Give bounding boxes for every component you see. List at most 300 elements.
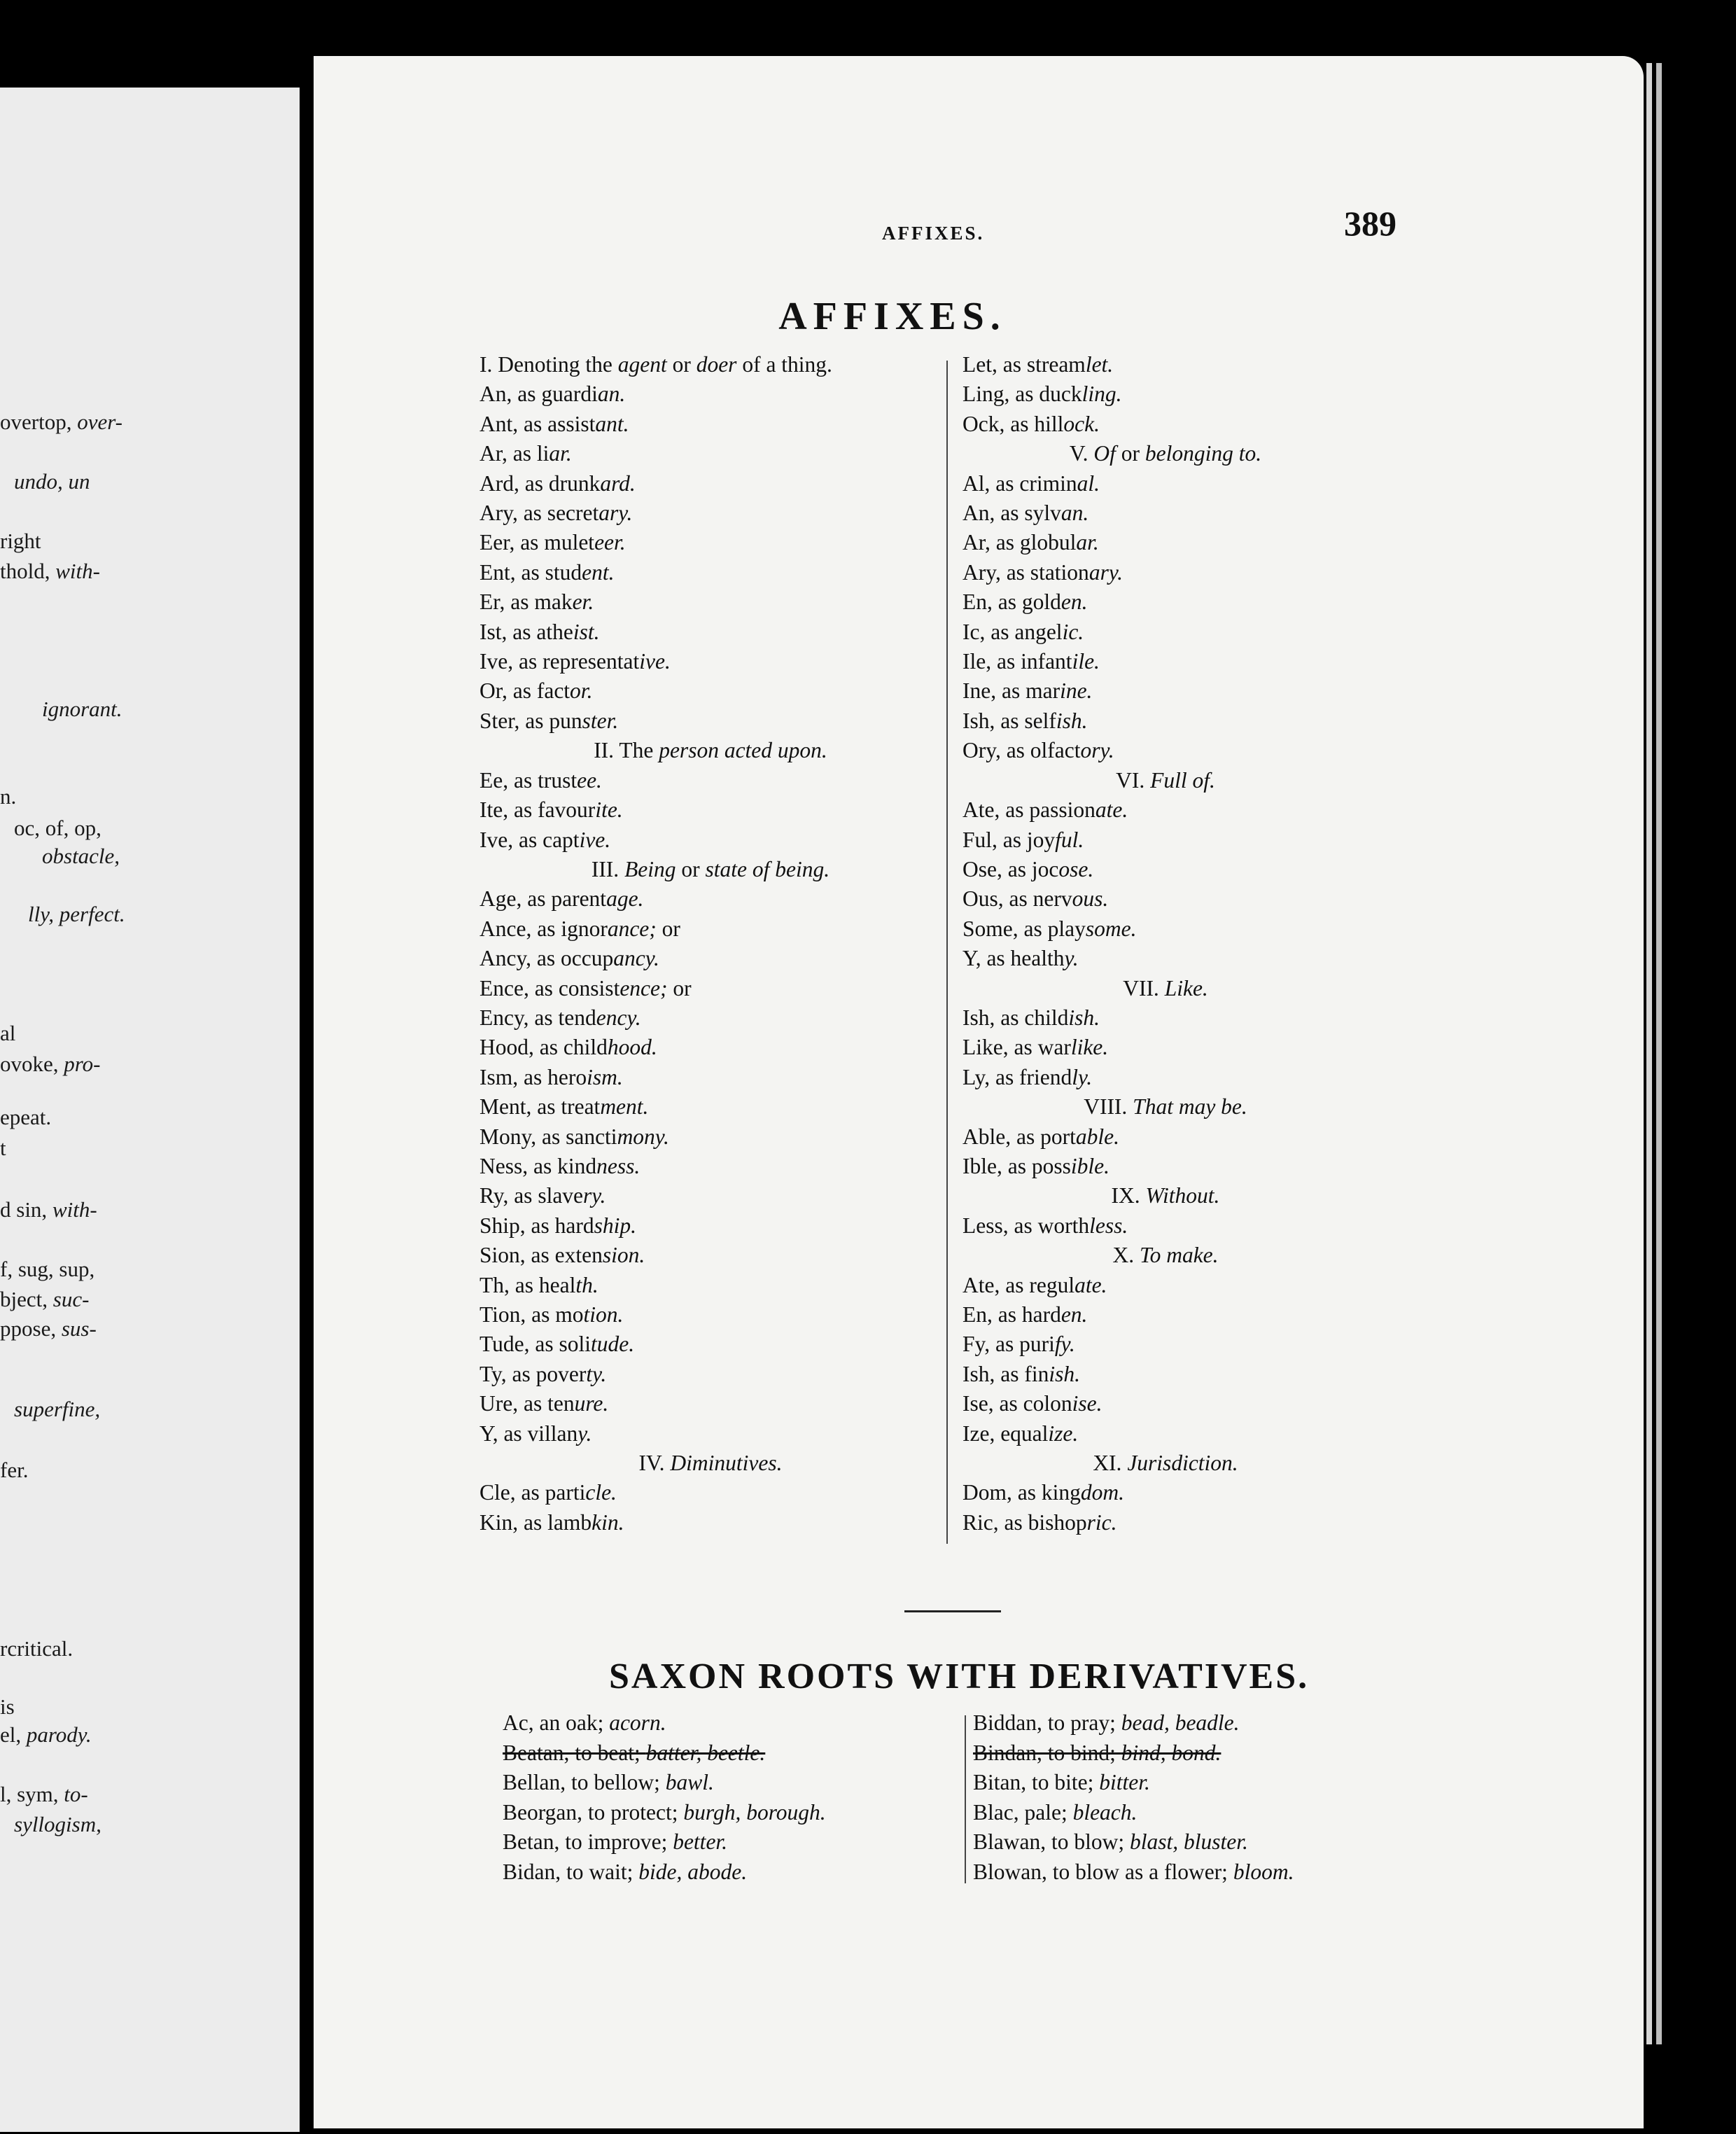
entry-italic: ly.	[1072, 1064, 1093, 1089]
entry-text: XI.	[1093, 1451, 1128, 1476]
affix-entry	[962, 1360, 1368, 1389]
entry-italic: en.	[1060, 1302, 1088, 1327]
entry-text: En, as gold	[962, 590, 1061, 615]
entry-text: Ar, as globul	[962, 530, 1077, 555]
entry-text: Ment, as treat	[479, 1094, 601, 1120]
entry-text: Ous, as nerv	[962, 886, 1072, 912]
affix-entry	[962, 1063, 1368, 1092]
entry-text: Ty, as pover	[479, 1361, 587, 1386]
root-entry	[973, 1768, 1421, 1798]
entry-text: Ance, as ignor	[479, 916, 608, 941]
left-page-line	[0, 1458, 28, 1483]
affix-entry	[962, 855, 1368, 884]
entry-text: Ise, as colon	[962, 1391, 1072, 1416]
entry-italic: ee.	[577, 767, 602, 793]
entry-italic: ism.	[587, 1064, 623, 1089]
left-page-line	[28, 902, 125, 927]
entry-text: Or, as fact	[479, 678, 570, 704]
root-entry	[503, 1798, 965, 1828]
entry-italic: ose.	[1058, 856, 1094, 881]
entry-text: f, sug, sup,	[0, 1257, 95, 1281]
entry-text: overtop,	[0, 410, 78, 434]
section-heading	[479, 350, 941, 379]
entry-text: Eer, as mulet	[479, 530, 595, 555]
entry-italic: Being	[624, 856, 676, 881]
entry-text: or	[666, 352, 696, 377]
entry-italic: over-	[77, 410, 122, 434]
entry-text: Ate, as regul	[962, 1272, 1075, 1297]
affix-entry	[962, 1478, 1368, 1507]
entry-italic: ine.	[1060, 678, 1093, 704]
affix-entry	[479, 439, 941, 468]
entry-text: Ster, as pun	[479, 708, 582, 733]
entry-text: Ory, as olfact	[962, 738, 1081, 763]
entry-italic: bawl.	[665, 1770, 714, 1794]
entry-text: Ary, as secret	[479, 501, 599, 526]
root-entry	[973, 1708, 1421, 1738]
entry-italic: ence;	[620, 975, 668, 1000]
entry-italic: ive.	[639, 649, 671, 674]
entry-italic: ancy.	[613, 946, 659, 971]
entry-italic: ant.	[595, 411, 629, 436]
page-edge	[1646, 63, 1652, 2044]
saxon-roots-right-column	[973, 1708, 1421, 1887]
entry-italic: burgh, borough.	[683, 1799, 826, 1825]
entry-italic: ory.	[1080, 738, 1114, 763]
entry-text: VI.	[1116, 767, 1151, 793]
entry-text: Age, as parent	[479, 886, 607, 912]
entry-text: Beatan, to beat;	[503, 1740, 646, 1765]
affix-entry	[962, 587, 1368, 617]
entry-text: En, as hard	[962, 1302, 1061, 1327]
entry-text: Ful, as joy	[962, 827, 1056, 852]
affix-entry	[962, 825, 1368, 855]
entry-italic: ric.	[1086, 1509, 1117, 1535]
entry-italic: ar.	[1076, 530, 1099, 555]
entry-italic: parody.	[26, 1722, 92, 1747]
entry-italic: or.	[570, 678, 593, 704]
affix-entry	[962, 736, 1368, 765]
left-page-line	[14, 816, 102, 841]
affix-entry	[479, 1033, 941, 1062]
entry-text: VIII.	[1084, 1094, 1133, 1120]
entry-italic: ish.	[1056, 708, 1088, 733]
entry-italic: state of being.	[705, 856, 830, 881]
entry-text: Ry, as slave	[479, 1183, 584, 1208]
entry-text: V.	[1069, 441, 1094, 466]
entry-italic: batter, beetle.	[645, 1740, 766, 1765]
affix-entry	[479, 676, 941, 706]
section-heading	[962, 766, 1368, 795]
entry-text: An, as guardi	[479, 382, 598, 407]
left-page-line	[0, 1197, 97, 1222]
entry-text: Ite, as favour	[479, 797, 596, 823]
left-page-line	[0, 1052, 101, 1077]
root-entry	[503, 1708, 965, 1738]
entry-text: Ac, an oak;	[503, 1710, 610, 1735]
affix-entry	[962, 528, 1368, 557]
affix-entry	[479, 1092, 941, 1122]
entry-italic: ship.	[594, 1213, 636, 1238]
entry-italic: acorn.	[609, 1710, 666, 1735]
entry-italic: ish.	[1049, 1361, 1080, 1386]
entry-italic: ance;	[607, 916, 657, 941]
affix-entry	[479, 1122, 941, 1152]
entry-italic: an.	[597, 382, 626, 407]
running-head: AFFIXES.	[882, 223, 985, 244]
entry-text: Bellan, to bellow;	[503, 1770, 666, 1794]
affix-entry	[962, 914, 1368, 944]
left-page-line	[0, 1136, 6, 1161]
affix-entry	[479, 1330, 941, 1359]
affix-entry	[962, 350, 1368, 379]
entry-text: Ible, as poss	[962, 1153, 1071, 1178]
affix-entry	[962, 558, 1368, 587]
entry-text: Like, as war	[962, 1035, 1071, 1060]
entry-italic: ful.	[1055, 827, 1084, 852]
entry-text: Dom, as king	[962, 1480, 1081, 1505]
affix-entry	[479, 1181, 941, 1211]
root-entry	[973, 1857, 1421, 1888]
entry-italic: Diminutives.	[670, 1451, 783, 1476]
entry-italic: person acted upon.	[659, 738, 827, 763]
entry-text: Y, as health	[962, 946, 1065, 971]
root-entry	[503, 1738, 965, 1769]
entry-italic: ile.	[1072, 649, 1100, 674]
entry-text: Hood, as child	[479, 1035, 608, 1060]
entry-italic: tude.	[591, 1332, 635, 1357]
entry-italic: ite.	[595, 797, 623, 823]
entry-text: Ness, as kind	[479, 1153, 597, 1178]
entry-text: is	[0, 1694, 15, 1719]
entry-italic: syllogism,	[14, 1812, 102, 1836]
entry-italic: lly, perfect.	[28, 902, 125, 926]
entry-italic: agent	[617, 352, 667, 377]
left-page-line	[14, 469, 90, 494]
section-heading	[962, 1181, 1368, 1211]
entry-text: Betan, to improve;	[503, 1829, 673, 1854]
affixes-right-column	[962, 350, 1368, 1537]
section-heading	[962, 1449, 1368, 1478]
entry-text: An, as sylv	[962, 501, 1061, 526]
affix-entry	[962, 1003, 1368, 1033]
left-page-line	[42, 844, 120, 869]
left-page-line	[42, 697, 122, 722]
affix-entry	[479, 587, 941, 617]
entry-text: Ency, as tend	[479, 1005, 596, 1030]
entry-italic: ary.	[598, 501, 633, 526]
affix-entry	[962, 1300, 1368, 1330]
entry-italic: ty.	[586, 1361, 607, 1386]
entry-text: Ent, as stud	[479, 559, 582, 585]
affix-entry	[962, 1152, 1368, 1181]
entry-text: IV.	[638, 1451, 671, 1476]
entry-italic: dom.	[1080, 1480, 1124, 1505]
entry-text: Ish, as self	[962, 708, 1056, 733]
entry-text: thold,	[0, 559, 56, 583]
entry-italic: cle.	[585, 1480, 617, 1505]
entry-text: Bidan, to wait;	[503, 1859, 639, 1884]
root-entry	[503, 1768, 965, 1798]
entry-text: Ence, as consist	[479, 975, 620, 1000]
entry-text: Ic, as angel	[962, 619, 1063, 644]
entry-text: Er, as mak	[479, 590, 573, 615]
affix-entry	[962, 1389, 1368, 1418]
entry-italic: Jurisdiction.	[1127, 1451, 1238, 1476]
entry-text: Ancy, as occup	[479, 946, 614, 971]
entry-text: or	[676, 856, 706, 881]
affix-entry	[962, 884, 1368, 914]
entry-text: Fy, as puri	[962, 1332, 1055, 1357]
entry-italic: bloom.	[1233, 1859, 1294, 1884]
affix-entry	[479, 1063, 941, 1092]
affix-entry	[479, 469, 941, 498]
affix-entry	[479, 1419, 941, 1449]
entry-italic: ate.	[1095, 797, 1128, 823]
entry-text: Bindan, to bind;	[973, 1740, 1121, 1765]
entry-text: el,	[0, 1722, 27, 1747]
entry-text: Blac, pale;	[973, 1799, 1073, 1825]
entry-italic: let.	[1085, 352, 1114, 377]
entry-text: Ish, as child	[962, 1005, 1069, 1030]
entry-italic: obstacle,	[42, 844, 120, 868]
entry-text: I. Denoting the	[479, 352, 618, 377]
entry-text: Ship, as hard	[479, 1213, 594, 1238]
entry-italic: ic.	[1062, 619, 1084, 644]
entry-text: l, sym,	[0, 1782, 64, 1806]
entry-italic: undo, un	[14, 469, 90, 494]
section-heading	[962, 1092, 1368, 1122]
entry-italic: suc-	[52, 1287, 90, 1311]
entry-text: al	[0, 1021, 16, 1045]
entry-italic: fy.	[1054, 1332, 1075, 1357]
entry-italic: ive.	[579, 827, 611, 852]
affix-entry	[479, 825, 941, 855]
entry-text: III.	[591, 856, 625, 881]
section-divider	[904, 1610, 1001, 1612]
affix-entry	[479, 1508, 941, 1537]
entry-italic: bead, beadle.	[1121, 1710, 1240, 1735]
affix-entry	[962, 469, 1368, 498]
affix-entry	[479, 1271, 941, 1300]
entry-text: or	[667, 975, 692, 1000]
affix-entry	[962, 410, 1368, 439]
entry-italic: That may be.	[1133, 1094, 1247, 1120]
affix-entry	[479, 410, 941, 439]
affix-entry	[479, 884, 941, 914]
affix-entry	[479, 1241, 941, 1270]
affix-entry	[479, 795, 941, 825]
entry-text: Ary, as station	[962, 559, 1089, 585]
entry-italic: bitter.	[1099, 1770, 1150, 1794]
entry-text: X.	[1112, 1243, 1140, 1268]
entry-italic: like.	[1070, 1035, 1109, 1060]
affix-entry	[962, 647, 1368, 676]
entry-text: Ly, as friend	[962, 1064, 1072, 1089]
entry-italic: Without.	[1145, 1183, 1220, 1208]
section-heading	[962, 439, 1368, 468]
entry-italic: eer.	[594, 530, 626, 555]
entry-text: Let, as stream	[962, 352, 1086, 377]
left-page-line	[0, 1105, 51, 1130]
entry-italic: ard.	[600, 470, 636, 496]
entry-text: oc, of, op,	[14, 816, 102, 840]
entry-text: Tion, as mo	[479, 1302, 584, 1327]
entry-text: Ive, as representat	[479, 649, 640, 674]
entry-text: d sin,	[0, 1197, 52, 1222]
entry-text: ovoke,	[0, 1052, 64, 1076]
entry-italic: ar.	[549, 441, 572, 466]
entry-text: Beorgan, to protect;	[503, 1799, 684, 1825]
entry-text: Ure, as ten	[479, 1391, 575, 1416]
left-page-line	[0, 529, 41, 554]
entry-italic: hood.	[607, 1035, 657, 1060]
saxon-roots-title: SAXON ROOTS WITH DERIVATIVES.	[609, 1657, 1310, 1696]
entry-text: Ile, as infant	[962, 649, 1072, 674]
affix-entry	[962, 498, 1368, 528]
root-entry	[973, 1738, 1421, 1769]
entry-text: Biddan, to pray;	[973, 1710, 1121, 1735]
page-number: 389	[1344, 204, 1396, 243]
affix-entry	[962, 618, 1368, 647]
entry-text: bject,	[0, 1287, 53, 1311]
entry-text: Ate, as passion	[962, 797, 1096, 823]
entry-text: Kin, as lamb	[479, 1509, 592, 1535]
entry-text: t	[0, 1136, 6, 1160]
entry-italic: ous.	[1072, 886, 1109, 912]
entry-text: of a thing.	[736, 352, 832, 377]
left-page-line	[14, 1812, 102, 1837]
affix-entry	[962, 379, 1368, 409]
entry-italic: ish.	[1068, 1005, 1100, 1030]
affix-entry	[962, 1122, 1368, 1152]
affix-entry	[479, 706, 941, 736]
entry-italic: bind, bond.	[1121, 1740, 1222, 1765]
entry-text: Ock, as hill	[962, 411, 1064, 436]
affix-entry	[962, 1033, 1368, 1062]
entry-text: Cle, as parti	[479, 1480, 586, 1505]
entry-italic: ible.	[1070, 1153, 1110, 1178]
entry-italic: to-	[64, 1782, 88, 1806]
entry-text: Ine, as mar	[962, 678, 1060, 704]
left-page-line	[0, 784, 16, 809]
entry-text: Ism, as hero	[479, 1064, 587, 1089]
entry-italic: ency.	[596, 1005, 641, 1030]
entry-text: Able, as port	[962, 1124, 1076, 1149]
section-heading	[962, 974, 1368, 1003]
column-divider	[965, 1715, 966, 1883]
left-page-line	[0, 410, 122, 435]
entry-text: Al, as crimin	[962, 470, 1077, 496]
entry-text: Blowan, to blow as a flower;	[973, 1859, 1233, 1884]
entry-italic: less.	[1089, 1213, 1128, 1238]
root-entry	[503, 1827, 965, 1857]
section-heading	[962, 1241, 1368, 1270]
left-page-line	[0, 1287, 89, 1312]
entry-italic: To make.	[1139, 1243, 1219, 1268]
entry-italic: ry.	[583, 1183, 606, 1208]
entry-text: or	[656, 916, 680, 941]
affix-entry	[479, 1389, 941, 1418]
entry-text: Ize, equal	[962, 1421, 1049, 1446]
affixes-left-column	[479, 350, 941, 1537]
entry-text: or	[1115, 441, 1145, 466]
entry-italic: ling.	[1082, 382, 1122, 407]
entry-italic: ary.	[1088, 559, 1123, 585]
section-heading	[479, 1449, 941, 1478]
affix-entry	[962, 795, 1368, 825]
entry-italic: Full of.	[1150, 767, 1215, 793]
entry-italic: pro-	[64, 1052, 101, 1076]
affix-entry	[962, 706, 1368, 736]
affix-entry	[962, 676, 1368, 706]
entry-text: Sion, as exten	[479, 1243, 603, 1268]
entry-text: n.	[0, 784, 17, 809]
entry-italic: ment.	[600, 1094, 649, 1120]
affix-entry	[962, 1330, 1368, 1359]
entry-text: Ive, as capt	[479, 827, 580, 852]
entry-text: VII.	[1123, 975, 1165, 1000]
entry-text: Mony, as sancti	[479, 1124, 617, 1149]
entry-text: II. The	[594, 738, 659, 763]
affix-entry	[479, 1152, 941, 1181]
entry-italic: th.	[575, 1272, 598, 1297]
saxon-roots-left-column	[503, 1708, 965, 1887]
affix-entry	[962, 1211, 1368, 1241]
left-page-line	[0, 1636, 73, 1661]
entry-italic: with-	[55, 559, 100, 583]
left-page-line	[0, 1316, 97, 1341]
entry-italic: ure.	[574, 1391, 609, 1416]
entry-text: Ric, as bishop	[962, 1509, 1087, 1535]
affix-entry	[479, 944, 941, 973]
section-heading	[479, 855, 941, 884]
affix-entry	[479, 498, 941, 528]
entry-italic: y.	[578, 1421, 592, 1446]
affix-entry	[479, 647, 941, 676]
entry-italic: er.	[572, 590, 594, 615]
entry-italic: ist.	[573, 619, 600, 644]
entry-text: Ose, as joc	[962, 856, 1059, 881]
left-page-line	[14, 1397, 100, 1422]
entry-italic: ize.	[1048, 1421, 1079, 1446]
entry-italic: en.	[1060, 590, 1088, 615]
left-page-line	[0, 1257, 94, 1282]
entry-italic: ster.	[582, 708, 619, 733]
left-page-line	[0, 559, 100, 584]
affix-entry	[962, 944, 1368, 973]
entry-text: rcritical.	[0, 1636, 74, 1661]
section-heading	[479, 736, 941, 765]
entry-text: Ard, as drunk	[479, 470, 601, 496]
affix-entry	[962, 1508, 1368, 1537]
entry-italic: ock.	[1063, 411, 1100, 436]
entry-text: Ling, as duck	[962, 382, 1082, 407]
entry-text: Ar, as li	[479, 441, 550, 466]
entry-italic: some.	[1085, 916, 1137, 941]
entry-text: Bitan, to bite;	[973, 1770, 1100, 1794]
affix-entry	[479, 558, 941, 587]
entry-italic: tion.	[583, 1302, 624, 1327]
left-page-line	[0, 1694, 15, 1720]
entry-italic: y.	[1064, 946, 1079, 971]
affix-entry	[479, 1478, 941, 1507]
entry-italic: an.	[1060, 501, 1089, 526]
entry-text: Tude, as soli	[479, 1332, 591, 1357]
affix-entry	[479, 1211, 941, 1241]
entry-italic: Of	[1093, 441, 1116, 466]
affix-entry	[479, 1360, 941, 1389]
